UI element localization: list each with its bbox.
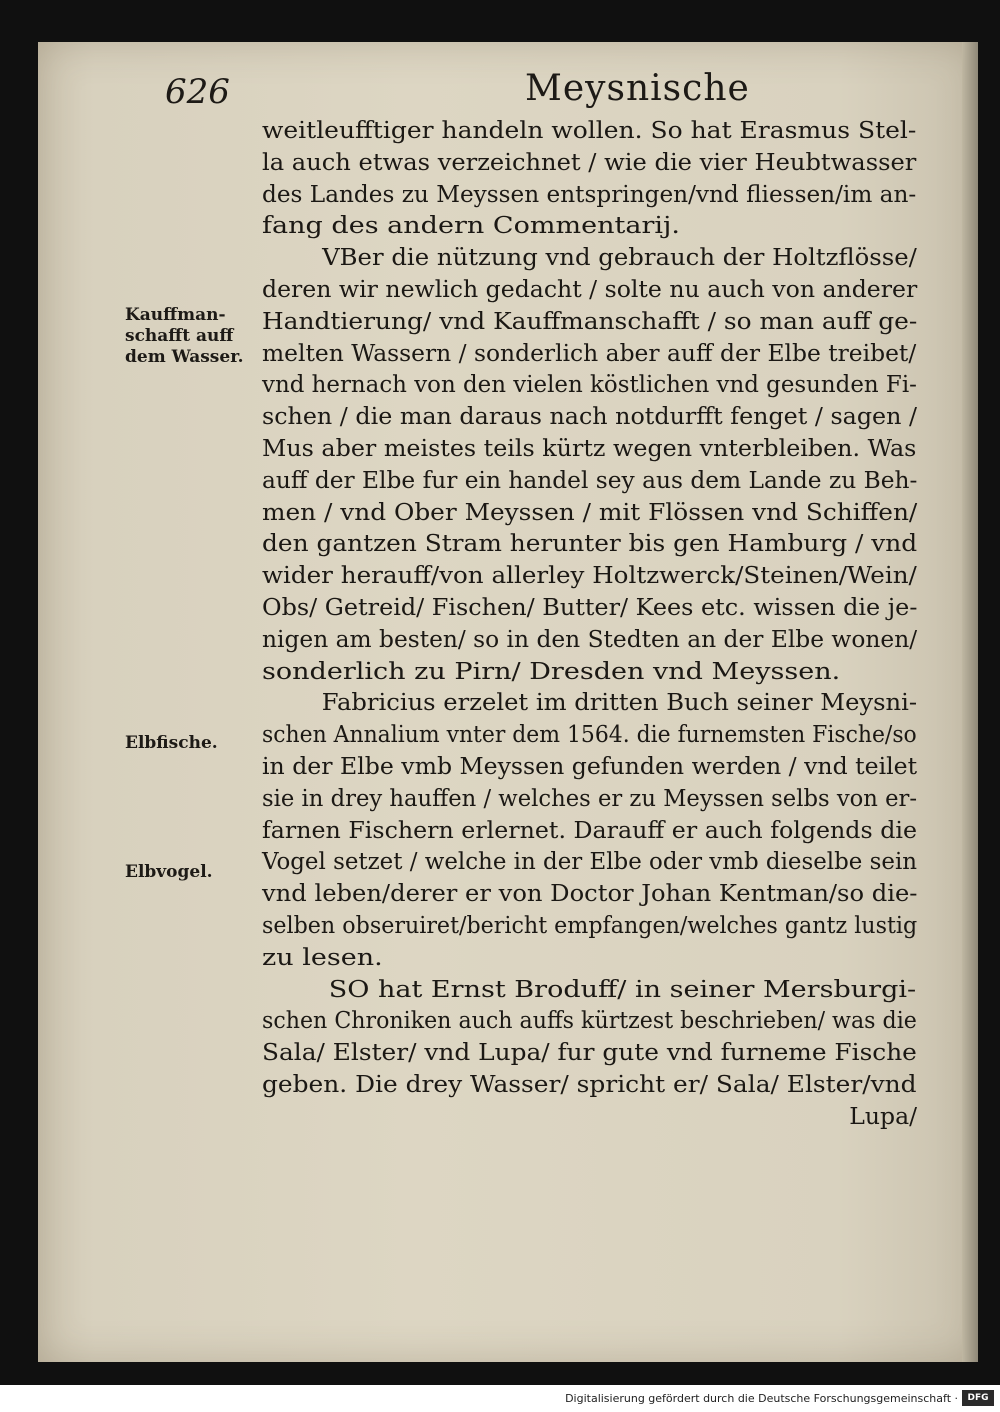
catchword: Lupa/ bbox=[849, 1101, 917, 1130]
text-line: Mus aber meistes teils kürtz wegen vnterbleiben. Was bbox=[262, 433, 917, 462]
text-line: Sala/ Elster/ vnd Lupa/ fur gute vnd furneme Fische bbox=[262, 1038, 917, 1067]
text-line: Handtierung/ vnd Kauffmanschafft / so man auff ge- bbox=[262, 306, 918, 335]
footer-credit: Digitalisierung gefördert durch die Deutsche Forschungsgemeinschaft · bbox=[565, 1392, 958, 1405]
text-line: selben obseruiret/bericht empfangen/welches gantz lustig bbox=[262, 910, 918, 939]
dfg-logo: DFG bbox=[962, 1390, 994, 1406]
text-line: SO hat Ernst Broduff/ in seiner Mersburgi- bbox=[328, 974, 917, 1003]
text-line: schen Chroniken auch auffs kürtzest beschrieben/ was die bbox=[262, 1006, 917, 1035]
text-line: schen Annalium vnter dem 1564. die furnemsten Fische/so bbox=[262, 720, 917, 749]
text-line: vnd hernach von den vielen köstlichen vnd gesunden Fi- bbox=[262, 370, 917, 399]
text-line: wider herauff/von allerley Holtzwerck/Steinen/Wein/ bbox=[262, 561, 917, 590]
text-line: auff der Elbe fur ein handel sey aus dem Lande zu Beh- bbox=[262, 465, 918, 494]
text-line: melten Wassern / sonderlich aber auff der Elbe treibet/ bbox=[262, 338, 917, 367]
text-line: VBer die nützung vnd gebrauch der Holtzflösse/ bbox=[322, 243, 917, 272]
text-line: geben. Die drey Wasser/ spricht er/ Sala/ Elster/vnd bbox=[262, 1069, 917, 1098]
text-line: farnen Fischern erlernet. Darauff er auch folgends die bbox=[262, 815, 917, 844]
margin-note-elbvogel: Elbvogel. bbox=[125, 862, 213, 882]
text-line: Fabricius erzelet im dritten Buch seiner Meysni- bbox=[321, 688, 918, 717]
text-line: des Landes zu Meyssen entspringen/vnd fliessen/im an- bbox=[262, 179, 917, 208]
text-line: weitleufftiger handeln wollen. So hat Erasmus Stel- bbox=[262, 116, 917, 144]
page-number: 626 bbox=[165, 72, 230, 112]
text-line: sonderlich zu Pirn/ Dresden vnd Meyssen. bbox=[262, 656, 841, 685]
text-line: zu lesen. bbox=[262, 942, 383, 971]
body-text bbox=[262, 115, 917, 1133]
text-line: nigen am besten/ so in den Stedten an der Elbe wonen/ bbox=[262, 624, 918, 653]
text-line: den gantzen Stram herunter bis gen Hamburg / vnd bbox=[262, 529, 918, 558]
text-line: fang des andern Commentarij. bbox=[262, 211, 681, 240]
text-line: in der Elbe vmb Meyssen gefunden werden / vnd teilet bbox=[262, 751, 918, 780]
text-line: Obs/ Getreid/ Fischen/ Butter/ Kees etc. wissen die je- bbox=[262, 592, 918, 621]
text-line: deren wir newlich gedacht / solte nu auch von anderer bbox=[262, 274, 918, 303]
text-line: Vogel setzet / welche in der Elbe oder vmb dieselbe sein bbox=[262, 847, 918, 876]
text-line: men / vnd Ober Meyssen / mit Flössen vnd Schiffen/ bbox=[262, 497, 918, 526]
text-line: schen / die man daraus nach notdurfft fenget / sagen / bbox=[262, 402, 918, 431]
digitization-footer bbox=[0, 1385, 1000, 1412]
text-line: la auch etwas verzeichnet / wie die vier Heubtwasser bbox=[262, 147, 917, 176]
margin-note-kauffmanschafft: Kauffman- schafft auff dem Wasser. bbox=[125, 305, 244, 367]
text-line: vnd leben/derer er von Doctor Johan Kentman/so die- bbox=[262, 879, 918, 908]
text-line: sie in drey hauffen / welches er zu Meyssen selbs von er- bbox=[262, 783, 918, 812]
margin-note-elbfische: Elbfische. bbox=[125, 733, 218, 753]
running-head: Meysnische bbox=[525, 68, 750, 109]
